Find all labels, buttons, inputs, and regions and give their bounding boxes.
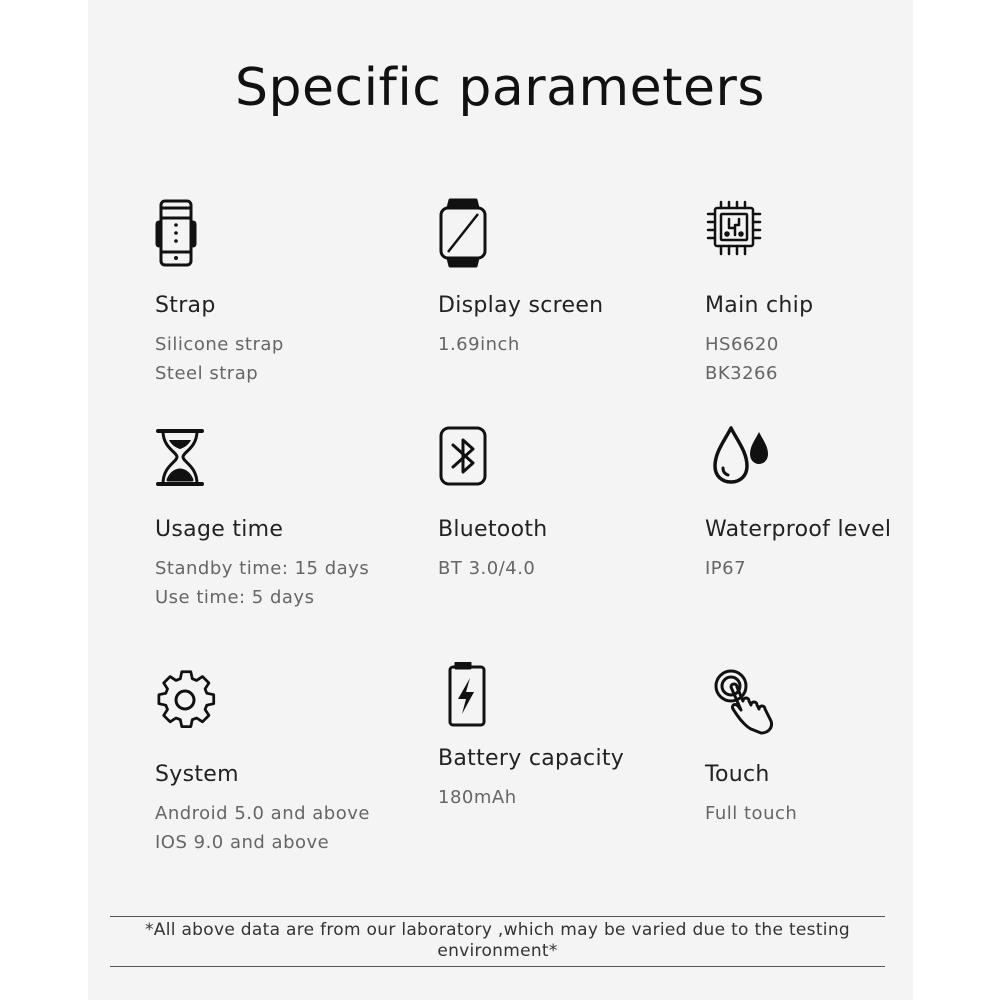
param-value: Standby time: 15 days xyxy=(155,558,370,579)
touch-hand-icon xyxy=(705,667,775,737)
chip-icon xyxy=(705,198,775,268)
param-value: 1.69inch xyxy=(438,334,520,355)
battery-icon xyxy=(438,662,508,732)
param-value: IOS 9.0 and above xyxy=(155,832,330,853)
param-label: Bluetooth xyxy=(438,517,548,542)
param-value: IP67 xyxy=(705,558,747,579)
param-value: HS6620 xyxy=(705,334,779,355)
hourglass-icon xyxy=(155,428,225,498)
page-title: Specific parameters xyxy=(234,58,766,118)
param-label: Main chip xyxy=(705,293,814,318)
footnote-divider-bottom xyxy=(110,966,885,967)
param-value: Silicone strap xyxy=(155,334,284,355)
param-value: BK3266 xyxy=(705,363,778,384)
param-label: Usage time xyxy=(155,517,284,542)
watch-strap-icon xyxy=(155,198,225,268)
smartwatch-icon xyxy=(438,198,508,268)
param-value: Android 5.0 and above xyxy=(155,803,370,824)
param-value: Full touch xyxy=(705,803,798,824)
param-value: Use time: 5 days xyxy=(155,587,315,608)
param-label: Strap xyxy=(155,293,216,318)
water-drops-icon xyxy=(705,424,775,494)
param-label: Battery capacity xyxy=(438,746,625,771)
footnote-text: *All above data are from our laboratory ,which may be varied due to the testing environment* xyxy=(144,920,850,961)
param-label: Display screen xyxy=(438,293,604,318)
gear-icon xyxy=(155,667,225,737)
param-label: Waterproof level xyxy=(705,517,892,542)
param-value: 180mAh xyxy=(438,787,517,808)
param-label: Touch xyxy=(705,762,770,787)
param-value: BT 3.0/4.0 xyxy=(438,558,536,579)
param-label: System xyxy=(155,762,239,787)
footnote-divider-top xyxy=(110,916,885,917)
bluetooth-icon xyxy=(438,426,508,496)
param-value: Steel strap xyxy=(155,363,259,384)
